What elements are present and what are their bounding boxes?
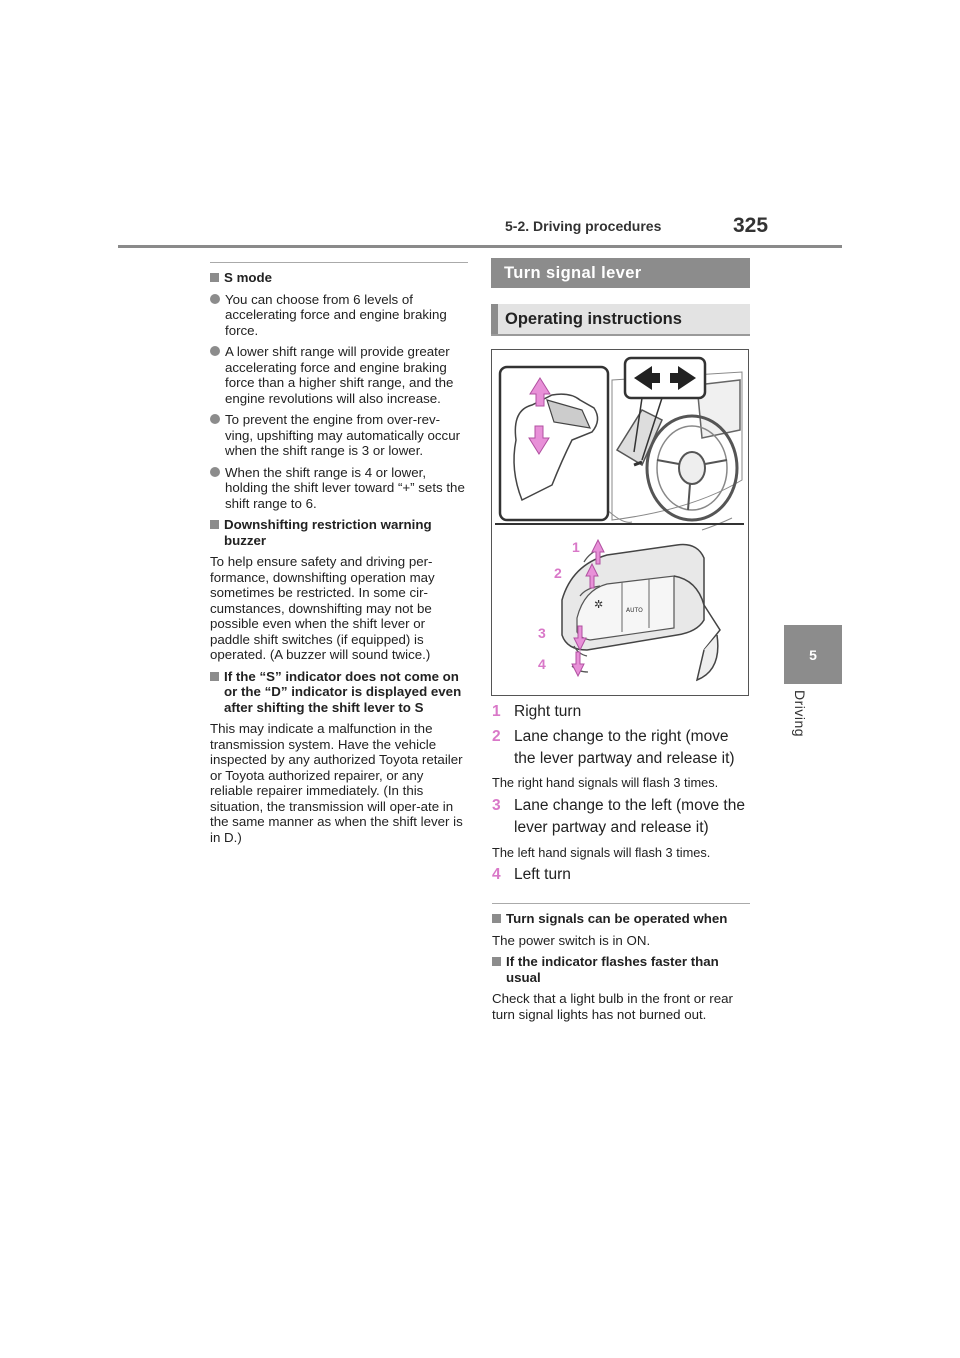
step-number: 1 xyxy=(492,703,501,720)
page-number: 325 xyxy=(733,214,769,237)
step-text: Lane change to the right (move the lever partway and release it) xyxy=(514,728,735,767)
figure-label-3: 3 xyxy=(538,625,546,641)
step-number: 2 xyxy=(492,728,501,745)
step-2 xyxy=(492,726,754,770)
faster-text: Check that a light bulb in the front or rear turn signal lights has not burned out. xyxy=(492,991,733,1022)
section-separator xyxy=(492,903,750,904)
section-title: 5-2. Driving procedures xyxy=(505,218,662,234)
bullet-item: A lower shift range will provide greater accelerating force and engine braking force than a higher shift range, and the engine revolutions will also increase. xyxy=(210,344,468,406)
step-number: 4 xyxy=(492,866,501,883)
turn-signal-illustration xyxy=(492,350,748,695)
section-separator xyxy=(210,262,468,263)
step-note: The right hand signals will flash 3 times. xyxy=(492,775,719,790)
turn-signal-banner: Turn signal lever xyxy=(491,258,750,288)
step-3 xyxy=(492,795,754,839)
faster-heading: If the indicator flashes faster than usual xyxy=(492,954,750,985)
s-mode-heading: S mode xyxy=(210,270,468,286)
figure-label-2: 2 xyxy=(554,565,562,581)
chapter-tab xyxy=(784,625,842,684)
bullet-item: To prevent the engine from over-rev-ving, upshifting may automatically occur when the shift range is 3 or lower. xyxy=(210,412,468,459)
operated-text: The power switch is in ON. xyxy=(492,932,651,948)
operating-instructions-banner: Operating instructions xyxy=(491,304,750,335)
svg-text:AUTO: AUTO xyxy=(626,607,643,614)
subbanner-rule xyxy=(491,334,750,336)
operated-heading: Turn signals can be operated when xyxy=(492,911,750,927)
svg-text:✲: ✲ xyxy=(594,598,604,611)
right-lower-notes xyxy=(492,903,750,1028)
bullet-item: When the shift range is 4 or lower, holding the shift lever toward “+” sets the shift range to 6. xyxy=(210,465,468,512)
buzzer-heading: Downshifting restriction warning buzzer xyxy=(210,517,468,548)
bullet-item: You can choose from 6 levels of accelerating force and engine braking force. xyxy=(210,292,468,339)
header-rule xyxy=(118,245,842,248)
buzzer-text: To help ensure safety and driving per-formance, downshifting operation may sometimes be restricted. In some cir-cumstances, downshifting may not be possible even when the shift lever or paddle shift switches (if equipped) is operated. (A buzzer will sound twice.) xyxy=(210,554,435,662)
left-column xyxy=(210,262,468,851)
step-note: The left hand signals will flash 3 times. xyxy=(492,845,711,860)
step-4 xyxy=(492,864,754,886)
step-number: 3 xyxy=(492,797,501,814)
chapter-number: 5 xyxy=(809,646,817,663)
step-text: Right turn xyxy=(514,703,582,720)
chapter-label: Driving xyxy=(792,690,808,738)
turn-signal-figure xyxy=(491,349,749,696)
lever-detail xyxy=(538,539,720,680)
figure-label-4: 4 xyxy=(538,656,546,672)
figure-label-1: 1 xyxy=(572,539,580,555)
step-1 xyxy=(492,701,754,723)
indicator-text: This may indicate a malfunction in the transmission system. Have the vehicle inspected by any authorized Toyota retailer or Toyota authorized repairer, or any reliable repairer immediately. (In this situation, the transmission will oper-ate in the same manner as when the shift lever is in D.) xyxy=(210,721,463,845)
indicator-heading: If the “S” indicator does not come on or the “D” indicator is displayed even after shifting the shift lever to S xyxy=(210,669,468,716)
step-text: Left turn xyxy=(514,866,571,883)
step-text: Lane change to the left (move the lever partway and release it) xyxy=(514,797,745,836)
